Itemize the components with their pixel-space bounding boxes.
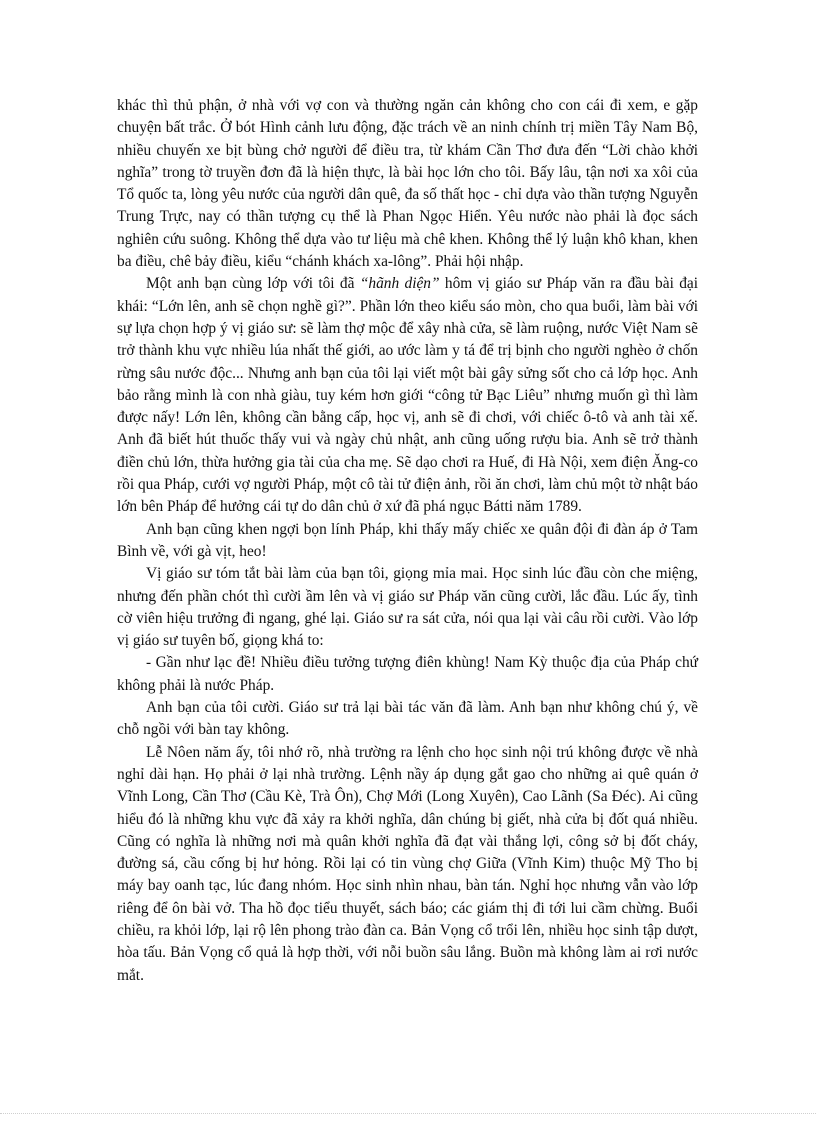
document-body <box>117 95 698 987</box>
paragraph-praise: Anh bạn cũng khen ngợi bọn lính Pháp, khi thấy mấy chiếc xe quân đội đi đàn áp ở Tam Bình về, với gà vịt, heo! <box>117 520 698 560</box>
paragraph-essay-story <box>117 273 698 518</box>
paragraph-friend-laughs: Anh bạn của tôi cười. Giáo sư trả lại bài tác văn đã làm. Anh bạn như không chú ý, về chỗ ngồi với bàn tay không. <box>117 699 698 739</box>
paragraph-text: Một anh bạn cùng lớp với tôi đã <box>146 275 360 293</box>
paragraph-teacher-quote: - Gần như lạc đề! Nhiều điều tưởng tượng điên khùng! Nam Kỳ thuộc địa của Pháp chứ không phải là nước Pháp. <box>117 654 698 694</box>
page-bottom-rule <box>0 1113 816 1114</box>
paragraph-teacher-summary: Vị giáo sư tóm tắt bài làm của bạn tôi, giọng mỉa mai. Học sinh lúc đầu còn che miệng, nhưng đến phần chót thì cười ầm lên và vị giáo sư Pháp văn cũng cười, lắc đầu. Lúc ấy, tình cờ viên hiệu trưởng đi ngang, ghé lại. Giáo sư ra sát cửa, nói qua lại vài câu rồi cười. Vào lớp vị giáo sư tuyên bố, giọng khá to: <box>117 565 698 650</box>
emphasized-phrase: “hãnh diện” <box>359 275 440 293</box>
paragraph-text: hôm vị giáo sư Pháp văn ra đầu bài đại khái: “Lớn lên, anh sẽ chọn nghề gì?”. Phần lớn theo kiểu sáo mòn, cho qua buổi, làm bài với sự lựa chọn hợp ý vị giáo sư: sẽ làm thợ mộc để xây nhà cửa, sẽ làm ruộng, nước Việt Nam sẽ trở thành khu vực nhiều lúa nhất thế giới, ao ước làm y tá để trị bịnh cho người nghèo ở chốn rừng sâu nước độc... Nhưng anh bạn của tôi lại viết một bài gây sửng sốt cho cả lớp học. Anh bảo rằng mình là con nhà giàu, tuy kém hơn giới “công tử Bạc Liêu” nhưng muốn gì thì làm được nấy! Lớn lên, không cần bằng cấp, học vị, anh sẽ đi chơi, với chiếc ô-tô và anh tài xế. Anh đã biết hút thuốc thấy vui và ngày chủ nhật, anh cũng uống rượu bia. Anh sẽ trở thành điền chủ lớn, thừa hưởng gia tài của cha mẹ. Sẽ dạo chơi ra Huế, đi Hà Nội, xem điện Ăng-co rồi qua Pháp, cưới vợ người Pháp, một cô tài tử điện ảnh, rồi ăn chơi, làm chủ một tờ nhật báo lớn bên Pháp để hưởng cái tự do dân chủ ở xứ đã phá ngục Bátti năm 1789. <box>117 275 698 516</box>
paragraph-continuation: khác thì thủ phận, ở nhà với vợ con và thường ngăn cản không cho con cái đi xem, e gặp chuyện bất trắc. Ở bót Hình cảnh lưu động, đặc trách về an ninh chính trị miền Tây Nam Bộ, nhiều chuyến xe bịt bùng chở người để điều tra, từ khám Cần Thơ đưa đến “Lời chào khởi nghĩa” trong tờ truyền đơn đã là hiện thực, là bài học lớn cho tôi. Bấy lâu, tận nơi xa xôi của Tổ quốc ta, lòng yêu nước của người dân quê, đa số thất học - chỉ dựa vào thần tượng Nguyễn Trung Trực, nay có thần tượng cụ thể là Phan Ngọc Hiển. Yêu nước nào phải là đọc sách nghiên cứu suông. Không thể dựa vào tư liệu mà chê khen. Không thể lý luận khô khan, khen ba điều, chê bảy điều, kiểu “chánh khách xa-lông”. Phải hội nhập. <box>117 97 698 271</box>
paragraph-christmas: Lễ Nôen năm ấy, tôi nhớ rõ, nhà trường ra lệnh cho học sinh nội trú không được về nhà nghỉ dài hạn. Họ phải ở lại nhà trường. Lệnh nầy áp dụng gắt gao cho những ai quê quán ở Vĩnh Long, Cần Thơ (Cầu Kè, Trà Ôn), Chợ Mới (Long Xuyên), Cao Lãnh (Sa Đéc). Ai cũng hiểu đó là những khu vực đã xảy ra khởi nghĩa, dân chúng bị giết, nhà cửa bị đốt quá nhiều. Cũng có nghĩa là những nơi mà quân khởi nghĩa đã đạt vài thắng lợi, công sở bị đốt cháy, đường sá, cầu cống bị hư hỏng. Rồi lại có tin vùng chợ Giữa (Vĩnh Kim) thuộc Mỹ Tho bị máy bay oanh tạc, lúc đang nhóm. Học sinh nhìn nhau, bàn tán. Nghỉ học nhưng vẫn vào lớp riêng để ôn bài vở. Tha hồ đọc tiểu thuyết, sách báo; các giám thị đi tới lui cầm chừng. Buổi chiều, ra khỏi lớp, lại rộ lên phong trào đàn ca. Bản Vọng cổ trổi lên, nhiều học sinh tập dượt, hòa tấu. Bản Vọng cổ quả là hợp thời, với nỗi buồn sâu lắng. Buồn mà không làm ai rơi nước mắt. <box>117 743 698 984</box>
